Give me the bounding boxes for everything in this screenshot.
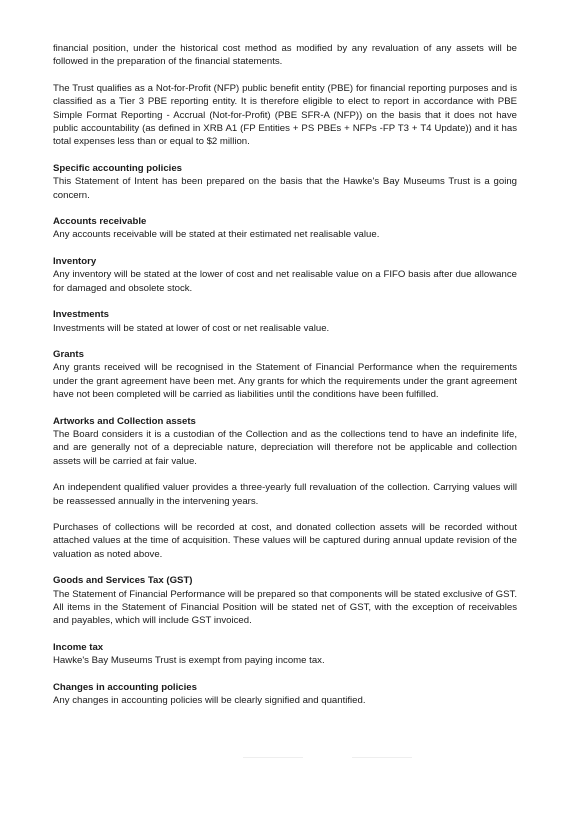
- section-heading: Artworks and Collection assets: [53, 415, 196, 427]
- section-paragraph: Purchases of collections will be recorded at cost, and donated collection assets will be recorded without attached values at the time of acquisition. These values will be captured during annual update revision of the valuation as noted above.: [53, 521, 517, 560]
- section-inventory: [53, 255, 517, 295]
- section-paragraph: Any accounts receivable will be stated at their estimated net realisable value.: [53, 229, 380, 241]
- section-changes-in-accounting-policies: [53, 681, 517, 708]
- section-investments: [53, 308, 517, 335]
- intro-paragraph-2: The Trust qualifies as a Not-for-Profit (NFP) public benefit entity (PBE) for financial reporting purposes and is classified as a Tier 3 PBE reporting entity. It is therefore eligible to elect to report in accordance with PBE Simple Format Reporting - Accrual (Not-for-Profit) (PBE SFR-A (NFP)) on the basis that it does not have public accountability (as defined in XRB A1 (FP Entities + PS PBEs + NFPs -FP T3 + T4 Update)) and it has total expenses less than or equal to $2 million.: [53, 82, 517, 148]
- section-goods-and-services-tax: [53, 574, 517, 628]
- section-paragraph: An independent qualified valuer provides a three-yearly full revaluation of the collection. Carrying values will be reassessed annually in the intervening years.: [53, 482, 517, 507]
- section-grants: [53, 348, 517, 402]
- section-heading: Changes in accounting policies: [53, 681, 197, 693]
- section-heading: Investments: [53, 309, 109, 321]
- section-paragraph: This Statement of Intent has been prepared on the basis that the Hawke's Bay Museums Trust is a going concern.: [53, 176, 517, 201]
- section-heading: Income tax: [53, 641, 104, 653]
- section-paragraph: The Statement of Financial Performance will be prepared so that components will be stated exclusive of GST. All items in the Statement of Financial Position will be stated net of GST, with the exception of receivables and payables, which will include GST invoiced.: [53, 588, 517, 627]
- section-paragraph: Any inventory will be stated at the lower of cost and net realisable value on a FIFO basis after due allowance for damaged and obsolete stock.: [53, 269, 517, 294]
- section-artworks-and-collection-assets: [53, 415, 517, 562]
- section-heading: Grants: [53, 348, 84, 360]
- section-heading: Specific accounting policies: [53, 162, 183, 174]
- section-heading: Goods and Services Tax (GST): [53, 575, 193, 587]
- section-paragraph: Any changes in accounting policies will be clearly signified and quantified.: [53, 695, 366, 707]
- section-paragraph: Investments will be stated at lower of cost or net realisable value.: [53, 322, 330, 334]
- section-paragraph: The Board considers it is a custodian of the Collection and as the collections tend to have an indefinite life, and are generally not of a depreciable nature, depreciation will therefore not be applicable and collection assets will be carried at fair value.: [53, 428, 517, 467]
- section-income-tax: [53, 641, 517, 668]
- intro-paragraph-1: financial position, under the historical cost method as modified by any revaluation of any assets will be followed in the preparation of the financial statements.: [53, 43, 517, 68]
- section-paragraph: Hawke's Bay Museums Trust is exempt from paying income tax.: [53, 655, 325, 667]
- section-heading: Inventory: [53, 255, 97, 267]
- faint-footer-mark: [352, 757, 412, 758]
- document-body: [53, 42, 517, 707]
- section-accounts-receivable: [53, 215, 517, 242]
- section-specific-accounting-policies: [53, 162, 517, 202]
- section-heading: Accounts receivable: [53, 216, 147, 228]
- faint-footer-mark: [243, 757, 303, 758]
- section-paragraph: Any grants received will be recognised in the Statement of Financial Performance when the requirements under the grant agreement have been met. Any grants for which the requirements under the grant agreement have not been completed will be carried as liabilities until the conditions have been fulfilled.: [53, 362, 517, 401]
